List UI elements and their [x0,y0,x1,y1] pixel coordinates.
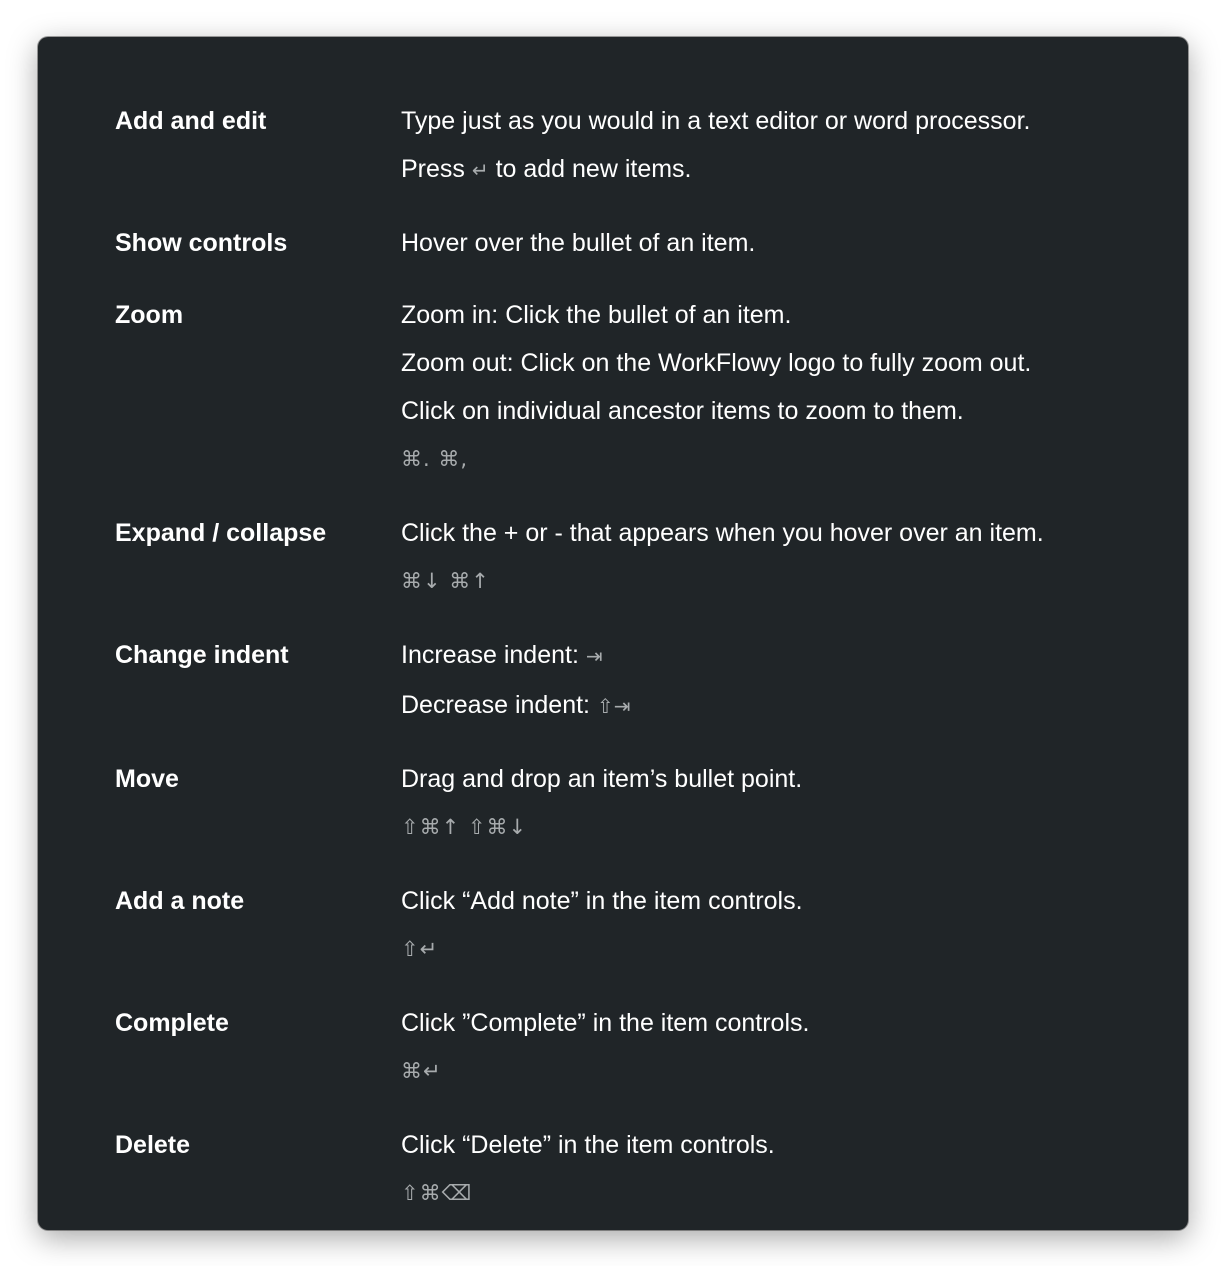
shortcut-description [401,638,1161,736]
keyboard-shortcut-keys: ⇧↵ [401,937,439,961]
keyboard-shortcut-keys: ⇧⌘↑ ⇧⌘↓ [401,815,528,839]
keyboard-shortcut-keys: ⌘. ⌘, [401,447,469,471]
shortcut-label: Expand / collapse [115,519,327,547]
shortcut-label: Move [115,765,179,793]
shortcut-description [401,516,1161,598]
shortcut-label: Change indent [115,641,289,669]
description-line: Hover over the bullet of an item. [401,229,756,257]
tab-key-icon: ⇥ [585,644,603,668]
description-line: Click on individual ancestor items to zoom to them. [401,397,964,425]
description-line: Zoom in: Click the bullet of an item. [401,301,792,329]
shift-tab-key-icon: ⇧⇥ [596,694,631,718]
shortcut-label: Add a note [115,887,245,915]
decrease-indent-text: Decrease indent: [401,691,597,719]
keyboard-shortcut-keys: ⇧⌘⌫ [401,1181,473,1205]
return-key-icon: ↵ [471,158,489,182]
description-line: Zoom out: Click on the WorkFlowy logo to fully zoom out. [401,349,1032,377]
keyboard-shortcut-keys: ⌘↵ [401,1059,442,1083]
shortcut-description [401,762,1161,844]
add-items-text: to add new items. [488,155,692,183]
shortcut-description [401,298,1161,476]
shortcut-description [401,104,1161,200]
increase-indent-text: Increase indent: [401,641,586,669]
description-line: Click “Delete” in the item controls. [401,1131,775,1159]
description-line [401,638,1161,688]
description-line: Click the + or - that appears when you hover over an item. [401,519,1044,547]
shortcut-description [401,1128,1161,1210]
description-line: Type just as you would in a text editor or word processor. [401,107,1031,135]
shortcut-description [401,226,1161,274]
shortcut-label: Show controls [115,229,288,257]
shortcut-description [401,1006,1161,1088]
shortcut-label: Add and edit [115,107,267,135]
keyboard-shortcut-keys: ⌘↓ ⌘↑ [401,569,490,593]
description-line: Click “Add note” in the item controls. [401,887,803,915]
shortcut-label: Complete [115,1009,229,1037]
shortcut-description [401,884,1161,966]
shortcut-label: Delete [115,1131,191,1159]
shortcut-label: Zoom [115,301,184,329]
keyboard-shortcuts-window [38,37,1188,1230]
description-line: Click ”Complete” in the item controls. [401,1009,810,1037]
press-text: Press [401,155,472,183]
description-line [401,688,1161,736]
description-line: Drag and drop an item’s bullet point. [401,765,803,793]
description-line [401,152,1161,200]
